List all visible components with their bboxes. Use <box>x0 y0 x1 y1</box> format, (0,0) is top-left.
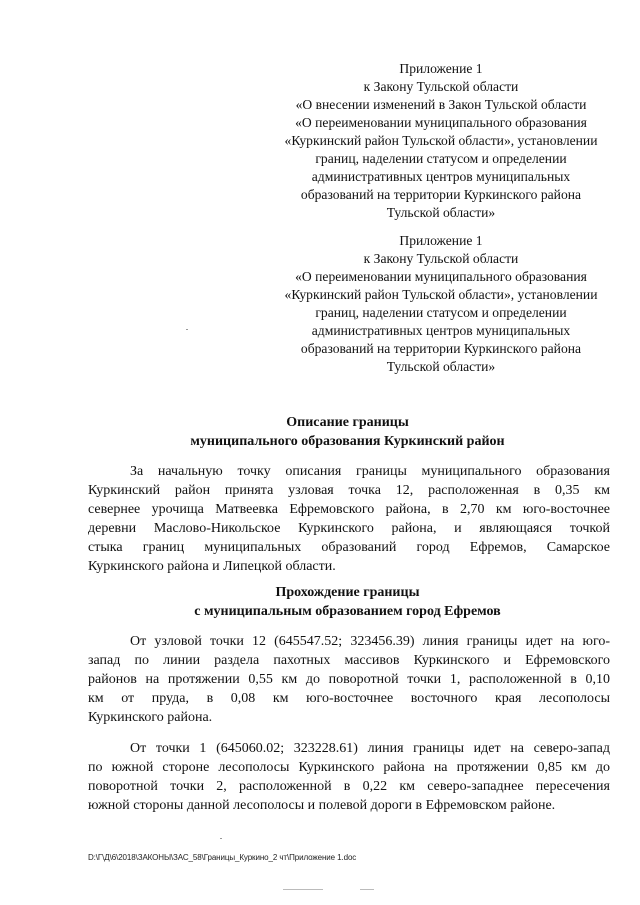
section-heading <box>80 583 615 621</box>
scan-speck <box>283 889 323 890</box>
appendix-line: границ, наделении статусом и определении <box>315 151 567 166</box>
appendix-line: образований на территории Куркинского района <box>300 187 582 202</box>
title-line: Описание границы <box>286 415 409 430</box>
appendix-header-2 <box>255 232 627 376</box>
text-line: км от пруда, в 0,08 км юго-восточнее восточного края лесополосы <box>88 691 610 706</box>
scan-speck <box>186 329 188 330</box>
text-line: поворотной точки 2, расположенной в 0,22 км северо-западнее пересечения <box>88 779 610 794</box>
text-line: южной стороны данной лесополосы и полевой дороги в Ефремовском районе. <box>88 798 556 813</box>
intro-paragraph <box>88 462 610 576</box>
text-line: От узловой точки 12 (645547.52; 323456.39) линия границы идет на юго- <box>130 634 610 649</box>
section-heading-line: Прохождение границы <box>275 585 420 600</box>
appendix-line: Приложение 1 <box>399 233 483 248</box>
appendix-line: «Куркинский район Тульской области», установлении <box>284 133 598 148</box>
appendix-header-1 <box>255 60 627 222</box>
appendix-line: «О переименовании муниципального образования <box>295 269 587 284</box>
text-line: районов на протяжении 0,55 км до поворотной точки 1, расположенной в 0,10 <box>88 672 610 687</box>
text-line: запад по линии раздела пахотных массивов Куркинского и Ефремовского <box>88 653 610 668</box>
text-line: деревни Маслово-Никольское Куркинского района, и являющаяся точкой <box>88 521 610 536</box>
text-line: по южной стороне лесополосы Куркинского района на протяжении 0,85 км до <box>88 760 610 775</box>
text-line: Куркинского района и Липецкой области. <box>88 559 336 574</box>
appendix-line: образований на территории Куркинского района <box>300 341 582 356</box>
document-title <box>80 413 615 451</box>
text-line: От точки 1 (645060.02; 323228.61) линия границы идет на северо-запад <box>130 741 610 756</box>
file-path-footer: D:\Г\Д\6\2018\ЗАКОНЫ\ЗАС_58\Границы_Куркино_2 чт\Приложение 1.doc <box>88 853 357 862</box>
appendix-line: Тульской области» <box>386 205 496 220</box>
appendix-line: «О внесении изменений в Закон Тульской области <box>295 97 587 112</box>
text-line: Куркинский район принята узловая точка 12, расположенная в 0,35 км <box>88 483 610 498</box>
scan-speck <box>360 889 374 890</box>
appendix-line: «О переименовании муниципального образования <box>295 115 587 130</box>
boundary-paragraph-1 <box>88 632 610 727</box>
text-line: Куркинского района. <box>88 710 213 725</box>
appendix-line: «Куркинский район Тульской области», установлении <box>284 287 598 302</box>
section-heading-line: с муниципальным образованием город Ефремов <box>194 604 501 619</box>
appendix-line: к Закону Тульской области <box>363 79 519 94</box>
appendix-line: Тульской области» <box>386 359 496 374</box>
appendix-line: административных центров муниципальных <box>311 323 571 338</box>
appendix-line: административных центров муниципальных <box>311 169 571 184</box>
text-line: стыка границ муниципальных образований город Ефремов, Самарское <box>88 540 610 555</box>
boundary-paragraph-2 <box>88 739 610 815</box>
appendix-line: Приложение 1 <box>399 61 483 76</box>
appendix-line: к Закону Тульской области <box>363 251 519 266</box>
appendix-line: границ, наделении статусом и определении <box>315 305 567 320</box>
text-line: севернее урочища Матвеевка Ефремовского района, в 2,70 км юго-восточнее <box>88 502 610 517</box>
text-line: За начальную точку описания границы муниципального образования <box>130 464 610 479</box>
scan-speck <box>220 838 222 839</box>
title-line: муниципального образования Куркинский район <box>190 434 505 449</box>
